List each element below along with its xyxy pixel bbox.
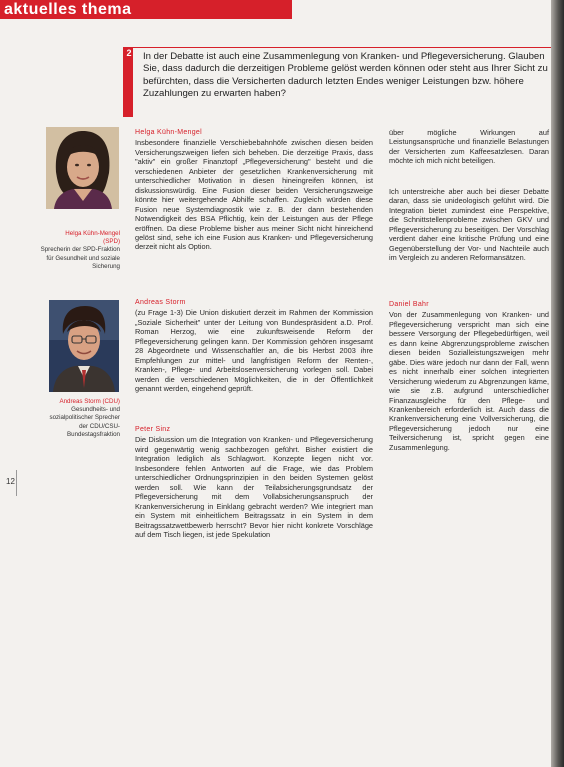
answer-text: Insbesondere finanzielle Verschiebebahnhöfe zwischen diesen beiden Versicherungszweigen liefen sich beheben. Die derzeitige Praxis, dass "aktiv" ein großer Finanztopf „Pflegeversicherung" besteht und die verschiedenen Anbieter der gesetzlichen Krankenversicherung mit unterschiedlicher Motivation in diesen hineingreifen können, ist diskussionswürdig. Eine Fusion dieser beiden Versicherungszweige könnte hier weitergehende Abhilfe schaffen. Zugleich würden diese Fusion neue Systemdiagnostik wie z. B. der dann bestehenden Notwendigkeit des BSA Pflichtig, kein der Leistungen aus der Pflege eröffnen. Da diese Probleme bisher aus meiner Sicht nicht hinreichend gelöst sind, sehe ich eine Fusion aus Kranken- und Pflegeversicherung derzeit nicht als Option. [135,138,373,252]
answer-text: Die Diskussion um die Integration von Kranken- und Pflegeversicherung wird gegenwärtig wenig sachbezogen geführt. Bisher existiert die Integration lediglich als Schlagwort. Konzepte liegen nicht vor. Insbesondere fehlen Antworten auf die Frage, wie das Problem unterschiedlicher Ordnungsprinzipien in den beiden Systemen gelöst werden soll. Wie kann der Teilabsicherungsgrundsatz der Pflegeversicherung mit dem Vollabsicherungsanspruch der Krankenversicherung in Einklang gebracht werden? Wie integriert man ein System mit einheitlichem Beitragssatz in ein System in dem Beitragssatzwettbewerb herrscht? Bevor hier nicht konkrete Vorschläge auf dem Tisch liegen, ist jede Spekulation [135,435,373,539]
answer-storm [135,298,373,394]
question-rule [123,47,563,48]
caption-role: Sprecherin der SPD-Fraktion für Gesundheit und soziale Sicherung [40,246,120,270]
margin-mark [16,470,17,496]
answer-text: Ich unterstreiche aber auch bei dieser Debatte daran, dass sie unideologisch geführt wird. Die Integration bietet zumindest eine Perspektive, die Schnittstellenprobleme zwischen GKV und Pflegeversicherung zu beseitigen. Der Vorschlag verdient daher eine kritische Prüfung und eine Gegenüberstellung der Vor- und Nachteile auch im Vergleich zu anderen Reformansätzen. [389,187,549,263]
answer-sinz-paragraph [389,187,549,263]
caption-party: (SPD) [103,238,120,246]
answer-sinz-continued [389,128,549,166]
caption-kuehn-mengel [40,230,120,271]
question-text: In der Debatte ist auch eine Zusammenlegung von Kranken- und Pflegeversicherung. Glauben Sie, dass dadurch die derzeitigen Probleme gelöst werden können oder steht aus Ihrer Sicht zu befürchten, dass die Versicherten dadurch letzten Endes weniger Leistungen bzw. höhere Zuzahlungen zu erwarten haben? [143,51,548,100]
section-header: aktuelles thema [0,0,292,19]
answer-bahr [389,300,549,452]
caption-role: Gesundheits- und sozialpolitischer Sprecher der CDU/CSU-Bundestagsfraktion [49,406,120,438]
answer-sinz [135,425,373,539]
page-number: 12 [6,477,15,486]
speaker-name: Daniel Bahr [389,301,429,308]
answer-kuehn-mengel [135,128,373,252]
answer-text: über mögliche Wirkungen auf Leistungsansprüche und finanzielle Belastungen der Versicherten zum Kaffeesatzlesen. Daran möchte ich mich nicht beteiligen. [389,128,549,166]
portrait-photo-kuehn-mengel [46,127,119,209]
answer-text: Von der Zusammenlegung von Kranken- und Pflegeversicherung verspricht man sich eine bessere Versorgung der Pflegebedürftigen, weil es dann keine Abgrenzungsprobleme zwischen diesen beiden Sozialleistungszweigen mehr gäbe. Dies wäre jedoch nur dann der Fall, wenn es nicht innerhalb einer solchen integrierten Versicherung wiederum zu Abgrenzungen käme, wie sie z.B. aufgrund unterschiedlicher Finanzausgleiche für den Pflege- und Krankenbereich erforderlich ist. Auch dass die Krankenversicherung eine Vollversicherung, die Pflegeversicherung jedoch nur eine Teilversicherung ist, spricht gegen eine Zusammenlegung. [389,310,549,452]
caption-storm [40,398,120,439]
speaker-name: Andreas Storm [135,299,186,306]
answer-text: (zu Frage 1-3) Die Union diskutiert derzeit im Rahmen der Kommission „Soziale Sicherheit" unter der Leitung von Bundespräsident a.D. Prof. Roman Herzog, wie eine zukunftsweisende Reform der Pflegeversicherung gelingen kann. Der Kommission gehören insgesamt 28 Abgeordnete und Wissenschaftler an, die bis Herbst 2003 ihre Empfehlungen zur mittel- und langfristigen Reform der Renten-, Kranken-, Pflege- und Arbeitslosenversicherung vorlegen soll. Dabei werden die verschiedenen Möglichkeiten, die in der Öffentlichkeit genannt werden, eingehend geprüft. [135,308,373,394]
portrait-photo-storm [49,300,119,392]
caption-name: Andreas Storm (CDU) [59,398,120,405]
scan-edge-shadow [551,0,564,767]
speaker-name: Peter Sinz [135,426,171,433]
question-number: 2 [126,48,132,58]
caption-name: Helga Kühn-Mengel [65,230,120,237]
speaker-name: Helga Kühn-Mengel [135,129,202,136]
